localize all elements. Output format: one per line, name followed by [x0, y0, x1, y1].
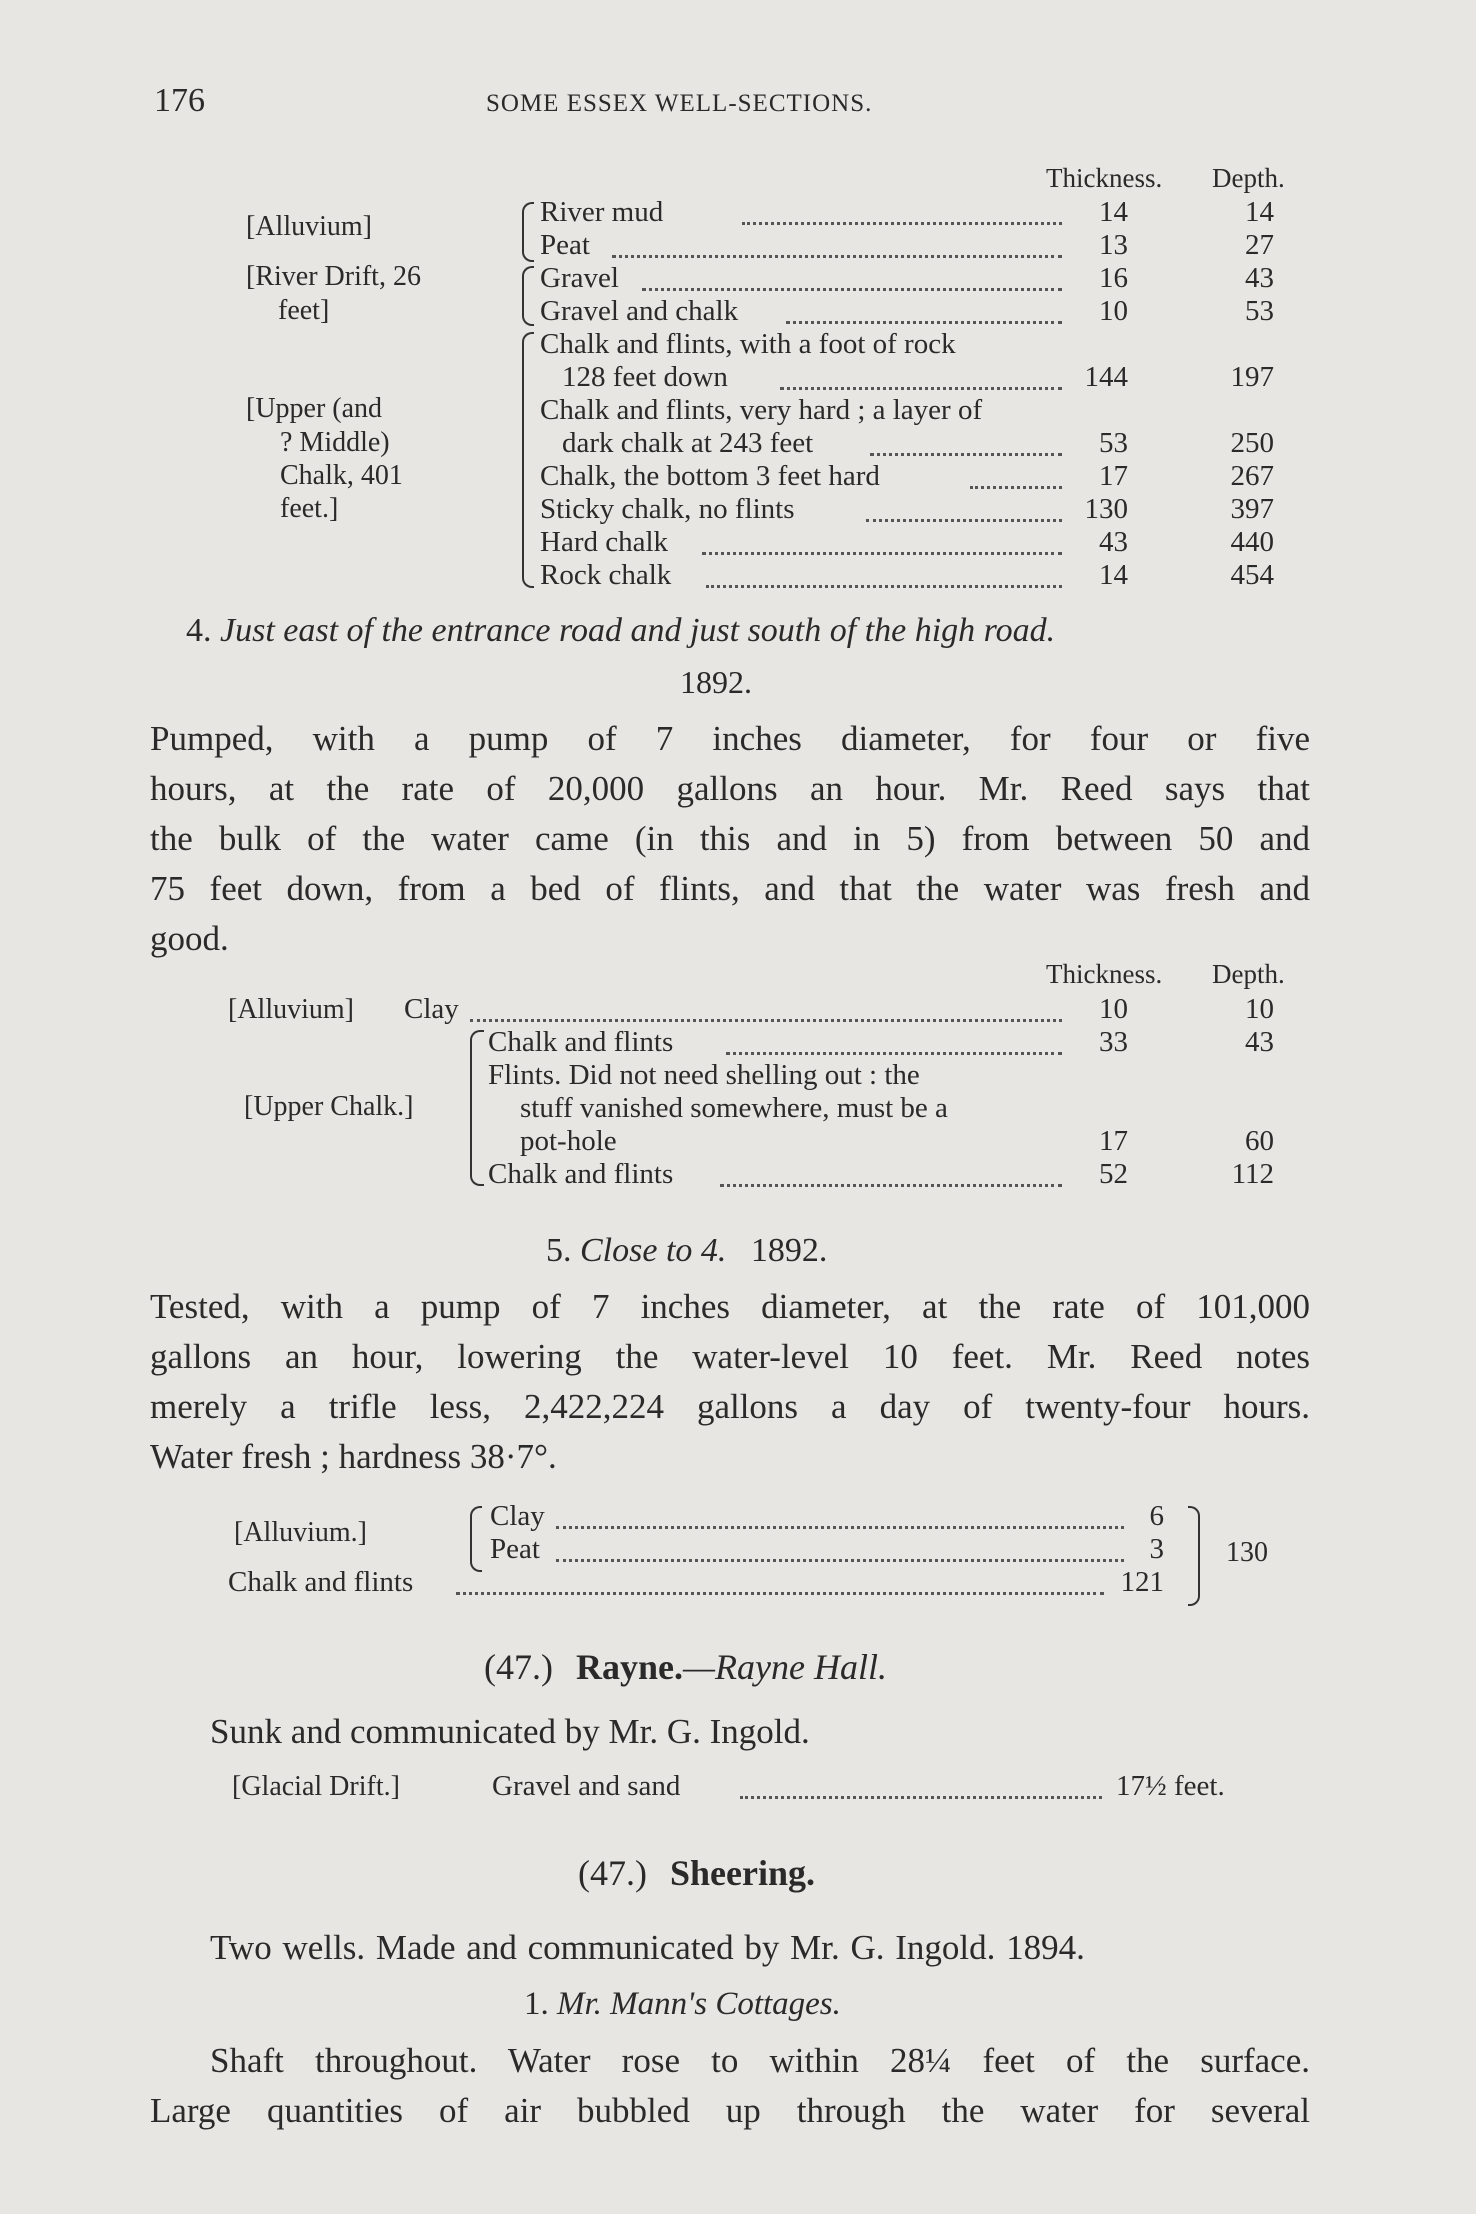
section-title: Close to 4.: [580, 1232, 727, 1269]
text-line: merely a trifle less, 2,422,224 gallons a day of twenty-four hours.: [150, 1387, 1310, 1426]
thickness-value: 16: [1099, 262, 1128, 294]
depth-value: 440: [1230, 526, 1274, 558]
text-line: Water fresh ; hardness 38·7°.: [150, 1437, 557, 1476]
layer-description: Gravel and sand: [492, 1770, 681, 1802]
thickness-value: 52: [1099, 1158, 1128, 1190]
section-title: Just east of the entrance road and just south of the high road.: [220, 612, 1056, 649]
well-number: (47.): [578, 1853, 647, 1893]
text-line: Tested, with a pump of 7 inches diameter, at the rate of 101,000: [150, 1287, 1310, 1326]
layer-description: Hard chalk: [540, 526, 669, 558]
thickness-value: 53: [1099, 427, 1128, 459]
depth-value: 10: [1245, 993, 1274, 1025]
section-number: 4.: [186, 612, 212, 649]
well-place-name: Sheering.: [669, 1853, 815, 1893]
thickness-value: 17: [1099, 460, 1128, 492]
layer-description: Gravel and chalk: [540, 295, 739, 327]
layer-description: Chalk and flints: [488, 1026, 674, 1058]
depth-value: 14: [1245, 196, 1274, 228]
stratum-label: [River Drift, 26: [246, 261, 421, 292]
stratum-label: feet.]: [280, 493, 339, 524]
layer-description: Chalk and flints: [488, 1158, 674, 1190]
total-depth: 130: [1226, 1537, 1268, 1568]
stratum-label: ? Middle): [280, 427, 390, 458]
page-number: 176: [154, 82, 205, 119]
depth-value: 250: [1230, 427, 1274, 459]
layer-description: Peat: [490, 1533, 540, 1565]
thickness-value: 144: [1084, 361, 1128, 393]
layer-description: Gravel: [540, 262, 619, 294]
layer-description: stuff vanished somewhere, must be a: [520, 1092, 948, 1124]
thickness-value: 10: [1099, 993, 1128, 1025]
depth-value: 454: [1230, 559, 1274, 591]
col-depth-header: Depth.: [1212, 163, 1285, 193]
sub-section-heading: [524, 1986, 841, 2023]
well-number: (47.): [484, 1647, 553, 1687]
thickness-value: 10: [1099, 295, 1128, 327]
layer-description: Chalk and flints, very hard ; a layer of: [540, 394, 983, 426]
stratum-label: [Alluvium.]: [234, 1517, 367, 1548]
thickness-value: 14: [1099, 559, 1128, 591]
running-title: SOME ESSEX WELL-SECTIONS.: [486, 90, 873, 117]
depth-value: 53: [1245, 295, 1274, 327]
sheering-intro: Two wells. Made and communicated by Mr. G. Ingold. 1894.: [210, 1928, 1085, 1967]
layer-description: Chalk, the bottom 3 feet hard: [540, 460, 880, 492]
layer-description: 128 feet down: [562, 361, 728, 393]
stratum-label: [Upper (and: [246, 393, 383, 424]
depth-value: 267: [1230, 460, 1274, 492]
text-line: good.: [150, 919, 229, 958]
layer-description: Sticky chalk, no flints: [540, 493, 795, 525]
layer-description: Chalk and flints: [228, 1566, 414, 1598]
stratum-label: [Glacial Drift.]: [232, 1771, 400, 1802]
depth-value: 43: [1245, 1026, 1274, 1058]
stratum-label: feet]: [278, 295, 330, 326]
thickness-value: 130: [1084, 493, 1128, 525]
thickness-value: 121: [1120, 1566, 1164, 1598]
text-line: gallons an hour, lowering the water-level 10 feet. Mr. Reed notes: [150, 1337, 1310, 1376]
text-line: Shaft throughout. Water rose to within 28¼ feet of the surface.: [210, 2041, 1310, 2080]
depth-value: 60: [1245, 1125, 1274, 1157]
communicated-note: Sunk and communicated by Mr. G. Ingold.: [210, 1712, 810, 1751]
text-line: hours, at the rate of 20,000 gallons an hour. Mr. Reed says that: [150, 769, 1310, 808]
layer-description: Peat: [540, 229, 590, 261]
well-heading-sheering: [578, 1852, 815, 1894]
layer-description: Clay: [490, 1500, 545, 1532]
layer-description: River mud: [540, 196, 664, 228]
depth-value: 27: [1245, 229, 1274, 261]
thickness-value: 13: [1099, 229, 1128, 261]
well-sub-location: —Rayne Hall.: [682, 1647, 887, 1687]
text-line: Large quantities of air bubbled up through the water for several: [150, 2091, 1310, 2130]
layer-description: Chalk and flints, with a foot of rock: [540, 328, 956, 360]
sheering-paragraph: [210, 2036, 1310, 2086]
sheering-paragraph-cont: [150, 2086, 1310, 2136]
stratum-label: Chalk, 401: [280, 460, 403, 491]
stratum-label: [Upper Chalk.]: [244, 1091, 414, 1122]
layer-description: Flints. Did not need shelling out : the: [488, 1059, 920, 1091]
depth-value: 197: [1230, 361, 1274, 393]
layer-description: Clay: [404, 993, 459, 1025]
section-year: 1892.: [680, 664, 752, 700]
text-line: the bulk of the water came (in this and in 5) from between 50 and: [150, 819, 1310, 858]
thickness-value: 3: [1149, 1533, 1164, 1565]
col-depth-header: Depth.: [1212, 959, 1285, 989]
text-line: 75 feet down, from a bed of flints, and that the water was fresh and: [150, 869, 1310, 908]
col-thickness-header: Thickness.: [1046, 959, 1163, 989]
stratum-label: [Alluvium]: [228, 994, 354, 1025]
sub-section-number: 1.: [524, 1986, 549, 2022]
thickness-value: 14: [1099, 196, 1128, 228]
stratum-label: [Alluvium]: [246, 211, 372, 242]
depth-value: 112: [1231, 1158, 1274, 1190]
sub-section-title: Mr. Mann's Cottages.: [557, 1986, 841, 2022]
thickness-value: 17½ feet.: [1116, 1770, 1225, 1802]
thickness-value: 43: [1099, 526, 1128, 558]
thickness-value: 6: [1149, 1500, 1164, 1532]
layer-description: pot-hole: [520, 1125, 617, 1157]
depth-value: 397: [1230, 493, 1274, 525]
section-number: 5.: [546, 1232, 572, 1269]
text-line: Pumped, with a pump of 7 inches diameter, for four or five: [150, 719, 1310, 758]
thickness-value: 33: [1099, 1026, 1128, 1058]
layer-description: dark chalk at 243 feet: [562, 427, 814, 459]
well-place-name: Rayne.: [575, 1647, 683, 1687]
depth-value: 43: [1245, 262, 1274, 294]
col-thickness-header: Thickness.: [1046, 163, 1163, 193]
section-year: 1892.: [750, 1232, 828, 1269]
layer-description: Rock chalk: [540, 559, 672, 591]
thickness-value: 17: [1099, 1125, 1128, 1157]
